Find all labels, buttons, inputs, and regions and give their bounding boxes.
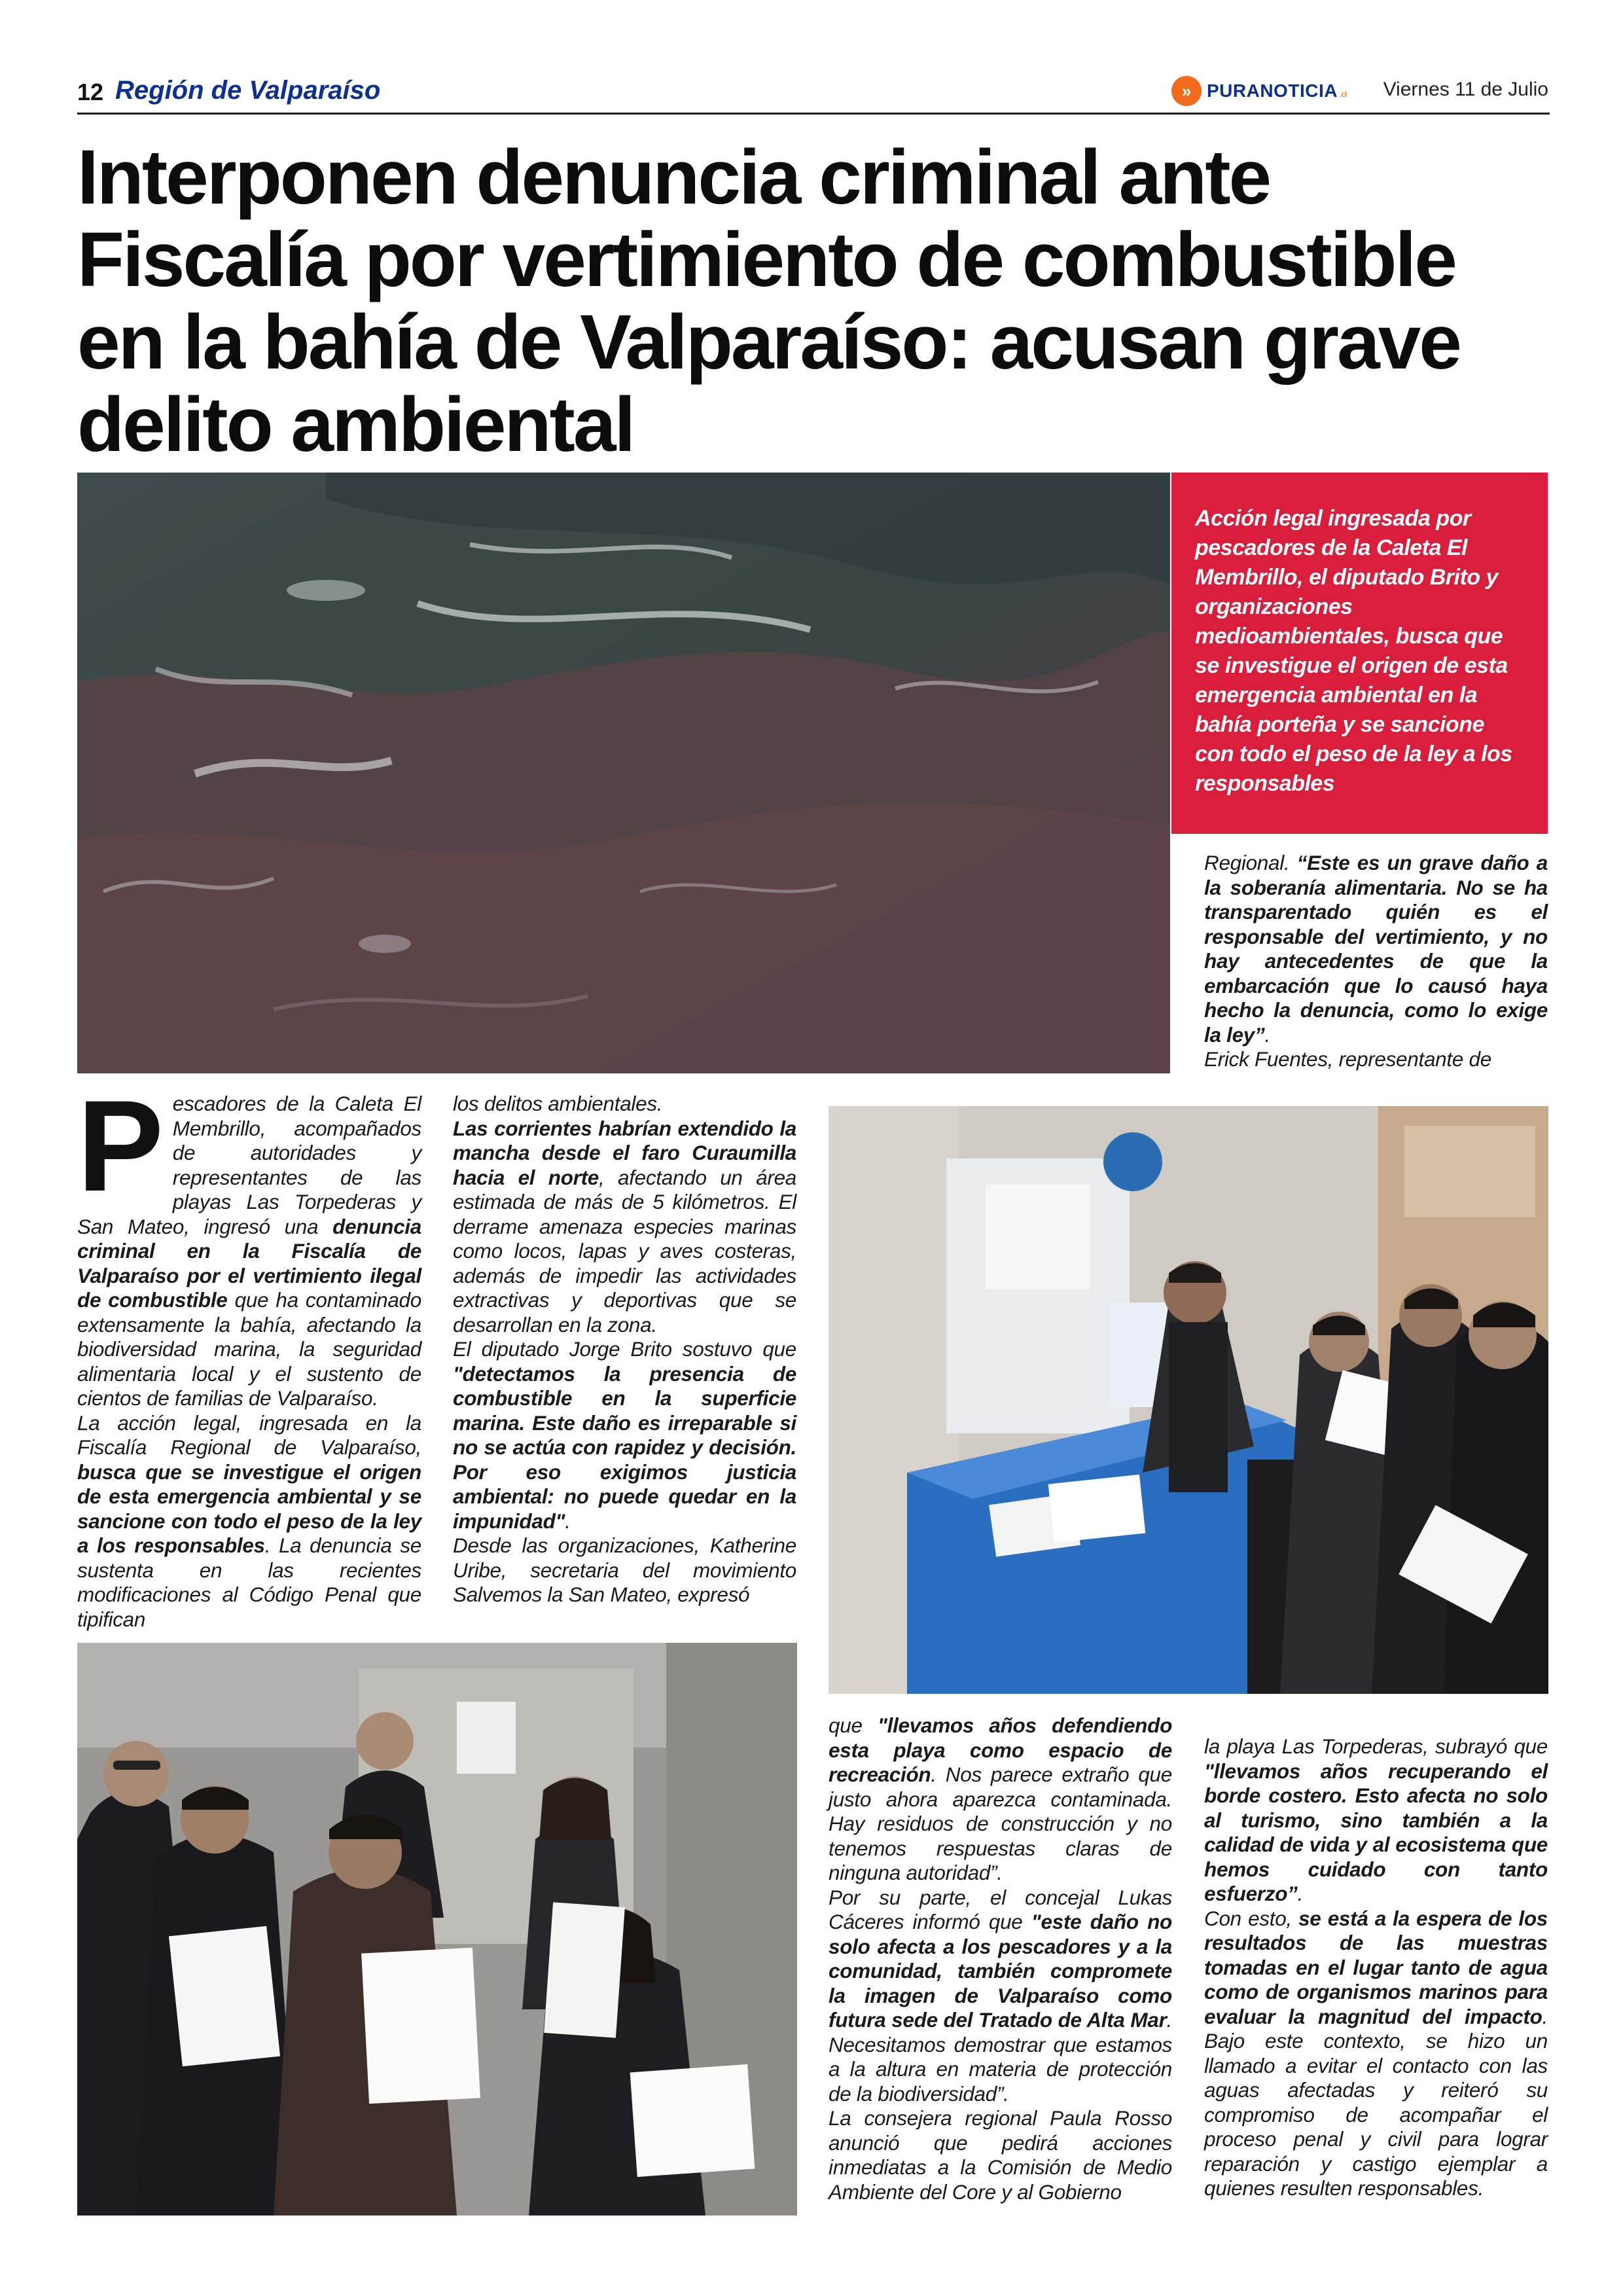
text-run-bold: "este daño no solo afecta a los pescadores y a la comunidad, también compromete la imagen de Valparaíso como futura sede del Tratado de Alta Mar [829, 1910, 1172, 2032]
article-column-2 [453, 1092, 796, 1607]
text-run: . [1264, 1022, 1270, 1047]
drop-cap: P [77, 1073, 164, 1218]
article-column-1 [77, 1073, 421, 1632]
paragraph [1204, 851, 1548, 1047]
text-run-bold: “Este es un grave daño a la soberanía alimentaria. No se ha transparentado quién es el responsable del vertimiento, y no hay antecedentes de que la embarcación que lo causó haya hecho la denuncia, como lo exige la ley” [1204, 851, 1548, 1047]
paragraph [829, 1713, 1172, 1886]
paragraph [453, 1117, 796, 1338]
paragraph: La consejera regional Paula Rosso anunció que pedirá acciones inmediatas a la Comisión de Medio Ambiente del Core y al Gobierno [829, 2106, 1172, 2204]
photo-delivery-at-counter [829, 1106, 1548, 1694]
text-run: , afectando un área estimada de más de 5 kilómetros. El derrame amenaza especies marinas como locos, lapas y aves costeras, además de impedir las actividades extractivas y deportivas que se desarrollan en la zona. [453, 1165, 797, 1336]
section-title: Región de Valparaíso [115, 76, 381, 105]
photo-group-holding-documents [77, 1643, 797, 2215]
text-run: . Bajo este contexto, se hizo un llamado a evitar el contacto con las aguas afectadas y reiteró su compromiso de acompañar el proceso penal y civil para lograr reparación y castigo ejemplar a quienes resulten responsables. [1204, 2004, 1548, 2200]
paragraph: Erick Fuentes, representante de [1204, 1047, 1491, 1071]
text-run: Regional. [1204, 851, 1297, 874]
summary-box [1171, 473, 1548, 834]
text-run: que [829, 1713, 878, 1737]
paragraph [1204, 1907, 1548, 2201]
brand-suffix: .cl [1338, 90, 1347, 99]
text-run-bold: busca que se investigue el origen de esta emergencia ambiental y se sancione con todo el peso de la ley a los responsables [77, 1460, 421, 1557]
paragraph [77, 1411, 421, 1632]
text-run-bold: "llevamos años recuperando el borde costero. Esto afecta no solo al turismo, sino también a la calidad de vida y al ecosistema que hemos cuidado con tanto esfuerzo” [1204, 1759, 1548, 1905]
headline: Interponen denuncia criminal ante Fiscalía por vertimiento de combustible en la bahía de Valparaíso: acusan grave delito ambiental [77, 134, 1460, 468]
text-run-bold: se está a la espera de los resultados de las muestras tomadas en el lugar tanto de agua como de organismos marinos para evaluar la magnitud del impacto [1204, 1906, 1548, 2028]
article-column-3 [829, 1713, 1172, 2204]
paragraph [829, 1886, 1172, 2107]
article-column-4 [1204, 1734, 1548, 2201]
text-run: Por su parte, el concejal Lukas Cáceres informó que [829, 1885, 1172, 1933]
brand-logo [1171, 75, 1347, 107]
text-run-bold: Las corrientes habrían extendido la mancha desde el faro Curaumilla hacia el norte [453, 1116, 796, 1189]
page-number: 12 [77, 79, 104, 105]
text-run: Con esto, [1204, 1906, 1299, 1930]
paragraph: Desde las organizaciones, Katherine Uribe, secretaria del movimiento Salvemos la San Mateo, expresó [453, 1534, 796, 1606]
text-run: . [565, 1509, 571, 1533]
text-run: . Necesitamos demostrar que estamos a la altura en materia de protección de la biodiversidad”. [829, 2008, 1172, 2106]
header-divider [77, 113, 1550, 115]
text-run-bold: "llevamos años defendiendo esta playa como espacio de recreación [829, 1713, 1173, 1786]
text-run-bold: denuncia criminal en la Fiscalía de Valparaíso por el vertimiento ilegal de combustible [77, 1214, 421, 1312]
brand-name: PURANOTICIA [1207, 81, 1338, 101]
photo-oil-spill-sea [77, 473, 1170, 1073]
paragraph: los delitos ambientales. [453, 1092, 663, 1115]
summary-text: Acción legal ingresada por pescadores de la Caleta El Membrillo, el diputado Brito y organizaciones medioambientales, busca que se investigue el origen de esta emergencia ambiental en la bahía porteña y se sancione con todo el peso de la ley a los responsables [1195, 506, 1512, 796]
text-run: la playa Las Torpederas, subrayó que [1204, 1734, 1548, 1758]
brand-arrows-icon: » [1171, 76, 1202, 106]
paragraph [77, 1073, 421, 1411]
text-run: escadores de la Caleta El Membrillo, acompañados de autoridades y representantes de las playas Las Torpederas y San Mateo, ingresó una [77, 1092, 421, 1238]
text-run-bold: "detectamos la presencia de combustible en la superficie marina. Este daño es irreparable si no se actúa con rapidez y decisión. Por eso exigimos justicia ambiental: no puede quedar en la impunidad" [453, 1361, 796, 1533]
text-run: El diputado Jorge Brito sostuvo que [453, 1337, 796, 1361]
paragraph [1204, 1734, 1548, 1907]
paragraph [453, 1337, 796, 1534]
text-run: . Nos parece extraño que justo ahora aparezca contaminada. Hay residuos de construcción y no tenemos respuestas claras de ninguna autoridad”. [829, 1763, 1172, 1884]
issue-date: Viernes 11 de Julio [1383, 79, 1548, 100]
text-run: . [1297, 1882, 1304, 1905]
text-run: . La denuncia se sustenta en las recientes modificaciones al Código Penal que tipifican [77, 1534, 421, 1631]
text-run: La acción legal, ingresada en la Fiscalía Regional de Valparaíso, [77, 1410, 421, 1459]
text-run: que ha contaminado extensamente la bahía, afectando la biodiversidad marina, la seguridad alimentaria local y el sustento de cientos de familias de Valparaíso. [77, 1288, 421, 1410]
article-column-top-right [1204, 851, 1548, 1072]
